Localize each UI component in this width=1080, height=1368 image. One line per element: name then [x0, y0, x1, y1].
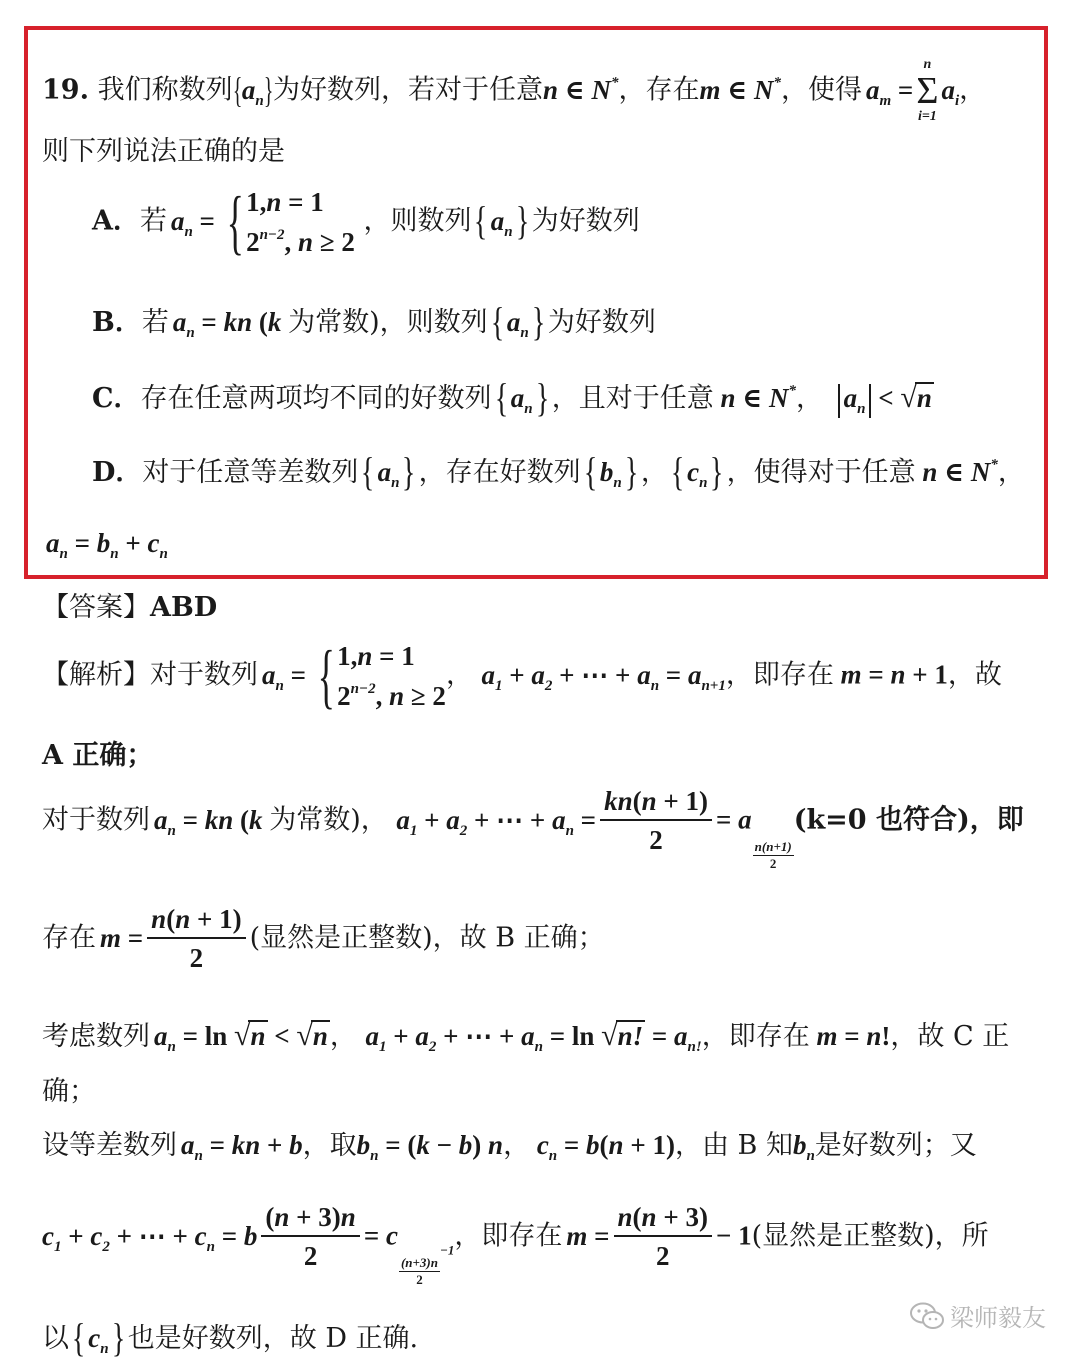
question-stem-line1: 19. 我们称数列$\{a_n\}$为好数列，若对于任意n ∈ N*，存在m ∈ N*，使得 $a_m$ = n Σ i=1 $a_i$， [42, 57, 987, 124]
analysis-text: ，由 B 知 [674, 1130, 793, 1161]
sum-symbol: n Σ i=1 [916, 57, 939, 124]
analysis-p2: 对于数列 $a_n$ = kn (k 为常数)， $a_1 + a_2$ + ⋯ + $a_n$ = $\frac{kn(n + 1)}{2}$ = a $\frac{n(n+1)}{2}$ (k=0 也符合)，即 [42, 786, 1024, 871]
analysis-label: 【解析】 [42, 659, 150, 691]
piecewise: { 1,n = 1 $2^{n-2}$, n ≥ 2 [317, 636, 446, 716]
option-text: ，存在好数列 [418, 457, 581, 488]
option-label: C． [92, 383, 141, 414]
stem-text: ，存在 [618, 74, 700, 106]
answer-line [42, 594, 217, 621]
option-a: A．若 $a_n$ = { 1,n = 1 $2^{n-2}$, n ≥ 2 ，则数列{ $a_n$} 为好数列 [92, 182, 640, 262]
stem-text: ，使得 [781, 74, 862, 106]
analysis-text: 是好数列；又 [814, 1130, 977, 1161]
option-text: ，则数列 [363, 205, 472, 237]
option-text: 对于任意等差数列 [142, 457, 359, 488]
fraction: $\frac{n(n + 1)}{2}$ [147, 906, 245, 972]
option-label: D． [92, 457, 143, 488]
option-text: 使得对于任意 [753, 457, 916, 488]
option-c: C．存在任意两项均不同的好数列{ $a_n$} ，且对于任意 n ∈ N*， $a_n < √n$ [92, 375, 932, 420]
option-text: 为好数列 [547, 307, 656, 338]
analysis-p5: 设等差数列 $a_n$ = kn + b，取$b_n = (k - b)$ n， $c_n = b(n + 1)$，由 B 知$b_n$是好数列；又 [42, 1130, 977, 1164]
analysis-text: 设等差数列 [42, 1130, 177, 1161]
analysis-text: (显然是正整数)，所 [751, 1220, 989, 1252]
answer-value: ABD [150, 592, 218, 623]
analysis-text: 即存在 [752, 659, 834, 691]
option-text: ，且对于任意 [551, 383, 714, 414]
option-text: 存在任意两项均不同的好数列 [140, 383, 492, 414]
option-label: A． [92, 205, 140, 237]
analysis-p6: $c_1 + c_2$ + ⋯ + $c_n = b$ $\frac{(n + 3)n}{2}$ = c $\frac{(n+3)n}{2}$ $_{-1}$，即存在 m = $\frac{n(n + 3)}{2}$ − 1(显然是正整数)，所 [42, 1202, 989, 1287]
option-label: B． [92, 307, 142, 338]
question-stem-line2: 则下列说法正确的是 [42, 136, 285, 167]
analysis-p1: 【解析】对于数列 $a_n$ = { 1,n = 1 $2^{n-2}$, n ≥ 2 ， $a_1 + a_2$ + ⋯ + $a_n = a_{n+1}$，即存在 m = n + 1，故 [42, 636, 1002, 716]
watermark [910, 1302, 1046, 1334]
question-number: 19. [42, 74, 89, 106]
analysis-text: 考虑数列 [42, 1021, 150, 1052]
analysis-text: 也是好数列，故 D 正确. [127, 1323, 419, 1354]
wechat-icon [910, 1302, 944, 1334]
analysis-p1-end: A 正确； [42, 740, 154, 771]
option-text: 为常数)，则数列 [288, 307, 488, 338]
analysis-text: 故 [974, 659, 1002, 691]
analysis-text: 对于数列 [150, 659, 258, 691]
watermark-text: 梁师毅友 [950, 1304, 1046, 1332]
piecewise: { 1,n = 1 $2^{n-2}$, n ≥ 2 [226, 182, 355, 262]
option-text: 为好数列 [531, 205, 640, 237]
option-b: B．若 $a_n$ = kn (k 为常数)，则数列{ $a_n$} 为好数列 [92, 299, 656, 344]
analysis-text: ，故 C 正 [890, 1021, 1010, 1052]
fraction: $\frac{kn(n + 1)}{2}$ [600, 788, 712, 854]
analysis-text: ，即存在 [454, 1220, 563, 1252]
analysis-text: ，取 [302, 1130, 357, 1161]
subscript-fraction: $\frac{n(n+1)}{2}$ [754, 838, 792, 871]
option-text: 若 [139, 205, 167, 237]
analysis-p4: 考虑数列 $a_n = \ln √n < √n$， $a_1 + a_2$ + ⋯ + $a_n = \ln √n$! = $a_{n!}$，即存在 m = n!，故 C 正 [42, 1019, 1010, 1055]
fraction: $\frac{(n + 3)n}{2}$ [261, 1204, 359, 1270]
analysis-text: (k=0 也符合)，即 [793, 804, 1024, 836]
stem-text: 为好数列，若对于任意 [272, 74, 543, 106]
option-d-formula: $a_n = b_n + c_n$ [46, 528, 168, 562]
subscript-fraction: $\frac{(n+3)n}{2}$ [400, 1254, 438, 1287]
analysis-p3: 存在 m = $\frac{n(n + 1)}{2}$ (显然是正整数)，故 B 正确； [42, 904, 605, 973]
analysis-text: 存在 [42, 922, 96, 954]
analysis-p4-end: 确； [42, 1076, 96, 1107]
analysis-text: 以 [42, 1323, 69, 1354]
analysis-text: (显然是正整数)，故 B 正确； [249, 922, 605, 954]
option-d: D．对于任意等差数列{ $a_n$} ，存在好数列{ $b_n$} ，{ $c_n$} ，使得对于任意 n ∈ N*， [92, 449, 1025, 494]
answer-label: 【答案】 [42, 592, 150, 623]
analysis-text: 对于数列 [42, 804, 150, 836]
option-text: 若 [141, 307, 169, 338]
analysis-text: 为常数)， [269, 804, 388, 836]
analysis-p7: 以{ $c_n$} 也是好数列，故 D 正确. [42, 1315, 419, 1360]
stem-text: 我们称数列 [97, 74, 233, 106]
fraction: $\frac{n(n + 3)}{2}$ [614, 1204, 712, 1270]
analysis-text: ，即存在 [701, 1021, 810, 1052]
